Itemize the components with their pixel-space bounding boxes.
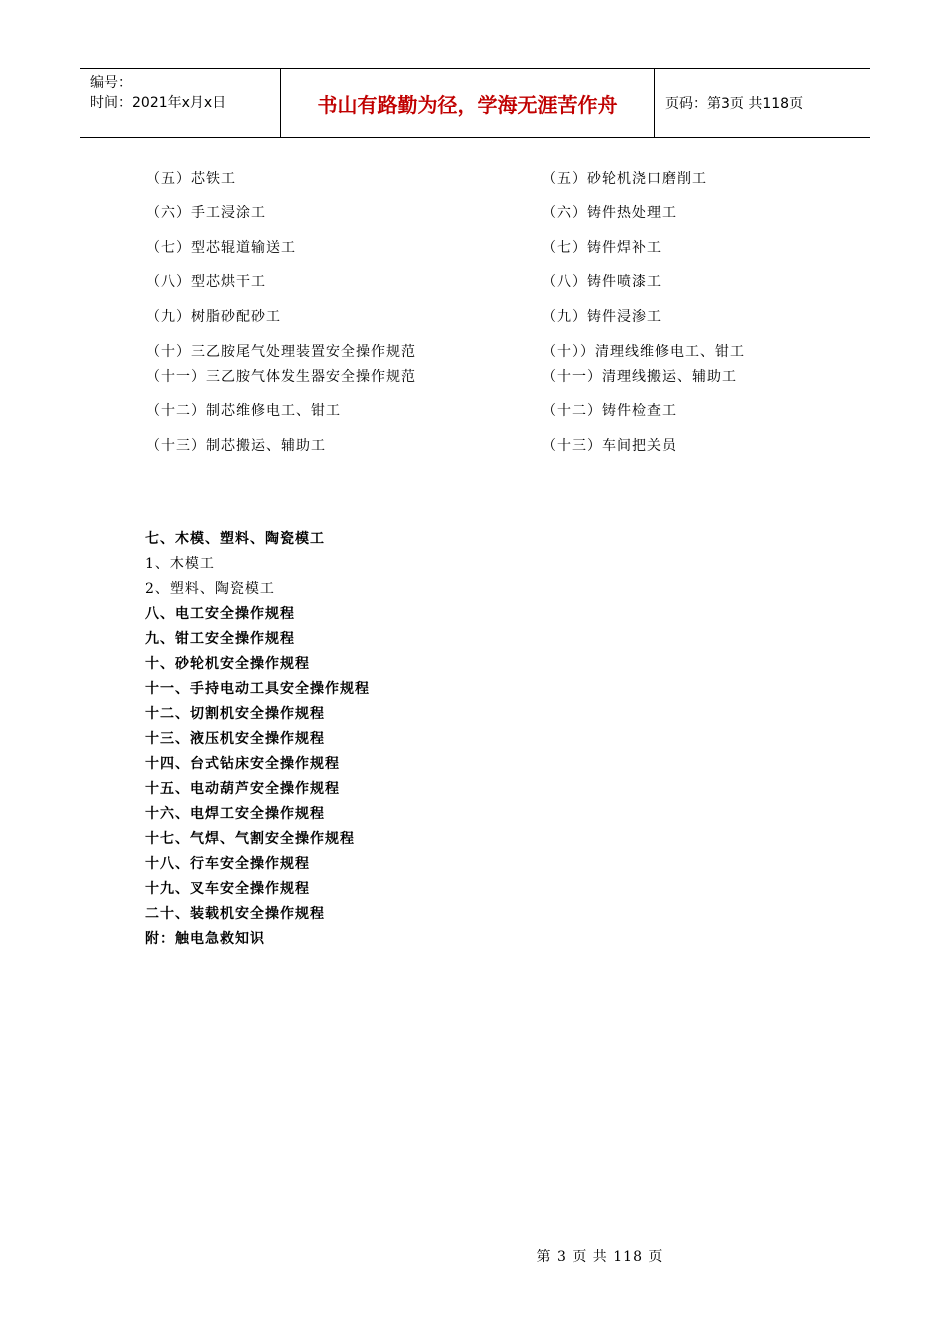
toc-section-heading[interactable]: 十、砂轮机安全操作规程 (145, 656, 310, 672)
toc-item[interactable]: （七）型芯辊道输送工 (146, 240, 296, 256)
document-number-label: 编号： (90, 75, 132, 91)
toc-item[interactable]: （十二）制芯维修电工、钳工 (146, 403, 341, 419)
toc-section-heading[interactable]: 八、电工安全操作规程 (145, 606, 295, 622)
toc-section-heading[interactable]: 十一、手持电动工具安全操作规程 (145, 681, 370, 697)
toc-section-heading[interactable]: 十八、行车安全操作规程 (145, 856, 310, 872)
toc-item[interactable]: （十））清理线维修电工、钳工 (542, 344, 745, 360)
toc-item[interactable]: （十一）清理线搬运、辅助工 (542, 369, 737, 385)
toc-section-heading[interactable]: 十五、电动葫芦安全操作规程 (145, 781, 340, 797)
toc-section-heading[interactable]: 十四、台式钻床安全操作规程 (145, 756, 340, 772)
toc-appendix[interactable]: 附：触电急救知识 (145, 931, 265, 947)
toc-item[interactable]: （十二）铸件检查工 (542, 403, 677, 419)
page-header (80, 68, 870, 138)
document-time: 时间：2021年x月x日 (90, 95, 227, 111)
toc-item[interactable]: （九）树脂砂配砂工 (146, 309, 281, 325)
toc-item[interactable]: （五）芯铁工 (146, 171, 236, 187)
toc-section-heading[interactable]: 十九、叉车安全操作规程 (145, 881, 310, 897)
toc-item[interactable]: （十三）制芯搬运、辅助工 (146, 438, 326, 454)
toc-section-heading[interactable]: 十三、液压机安全操作规程 (145, 731, 325, 747)
toc-section-heading[interactable]: 九、钳工安全操作规程 (145, 631, 295, 647)
toc-item[interactable]: （十三）车间把关员 (542, 438, 677, 454)
toc-section-heading[interactable]: 十七、气焊、气割安全操作规程 (145, 831, 355, 847)
header-meta (80, 69, 281, 137)
toc-item[interactable]: （五）砂轮机浇口磨削工 (542, 171, 707, 187)
toc-item[interactable]: （十一）三乙胺气体发生器安全操作规范 (146, 369, 416, 385)
toc-subsection[interactable]: 1、木模工 (145, 556, 215, 572)
toc-item[interactable]: （九）铸件浸渗工 (542, 309, 662, 325)
toc-item[interactable]: （八）铸件喷漆工 (542, 274, 662, 290)
toc-subsection[interactable]: 2、塑料、陶瓷模工 (145, 581, 275, 597)
toc-section-heading[interactable]: 七、木模、塑料、陶瓷模工 (145, 531, 325, 547)
toc-section-heading[interactable]: 二十、装载机安全操作规程 (145, 906, 325, 922)
toc-item[interactable]: （八）型芯烘干工 (146, 274, 266, 290)
toc-item[interactable]: （七）铸件焊补工 (542, 240, 662, 256)
header-motto: 书山有路勤为径，学海无涯苦作舟 (281, 69, 655, 137)
toc-item[interactable]: （六）铸件热处理工 (542, 205, 677, 221)
toc-section-heading[interactable]: 十二、切割机安全操作规程 (145, 706, 325, 722)
toc-item[interactable]: （六）手工浸涂工 (146, 205, 266, 221)
header-page-info: 页码：第3页 共118页 (665, 96, 804, 112)
toc-section-heading[interactable]: 十六、电焊工安全操作规程 (145, 806, 325, 822)
page-footer: 第 3 页 共 118 页 (536, 1249, 664, 1265)
toc-item[interactable]: （十）三乙胺尾气处理装置安全操作规范 (146, 344, 416, 360)
